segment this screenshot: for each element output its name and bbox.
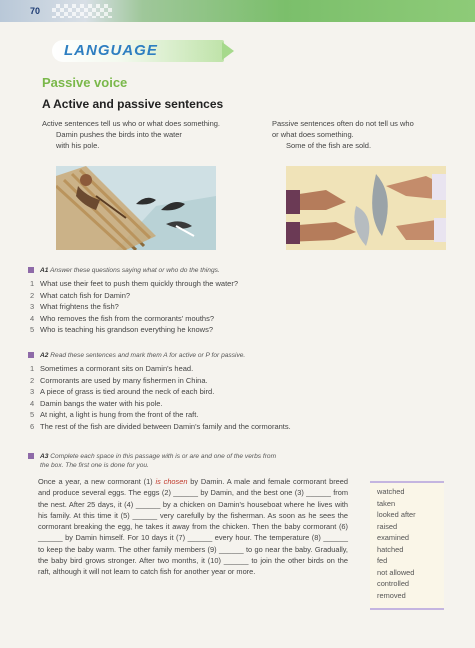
- example-answer: is chosen: [155, 477, 188, 486]
- list-item: [28, 421, 448, 433]
- word-option: removed: [377, 590, 406, 600]
- item-number: 2: [30, 375, 35, 385]
- list-item: [28, 301, 448, 313]
- passage-text: by Damin. A male and female cormorant breed and produce several eggs. The eggs (2) ______ by Damin, and the best one (3) ______ from the nest. After 25 days, it (4) ______ by a chicken on Damin's houseboat where he lives with his family. At this time it (5) ______ very carefully by the fisherman. As soon as he sees the cormorant breaking the egg, he takes it away from the chicken. Then the baby cormorant (6) ______ by Damin himself. For 10 days it (7) ______ every hour. The temperature (8) ______ to keep the baby warm. The other family members (9) ______ to go near the baby. Gradually, the baby bird grows stronger. After two months, it (10) ______ to join the other birds on the raft, although it will not learn to catch fish for another year or more.: [38, 477, 348, 577]
- list-item: [28, 363, 448, 375]
- exercise-a1-instruction: [28, 266, 448, 275]
- item-text: The rest of the fish are divided between Damin's family and the cormorants.: [40, 421, 291, 431]
- checker-decoration: [52, 4, 112, 18]
- list-item: [28, 313, 448, 325]
- exercise-a3-instruction-cont: the box. The first one is done for you.: [40, 462, 149, 469]
- item-number: 4: [30, 398, 35, 408]
- section-tag: [52, 40, 224, 62]
- item-number: 5: [30, 325, 35, 334]
- list-item: [28, 278, 448, 290]
- word-option: hatched: [377, 544, 404, 554]
- item-text: A piece of grass is tied around the neck of each bird.: [40, 387, 215, 396]
- fill-in-passage: [38, 476, 348, 578]
- word-option: controlled: [377, 579, 410, 588]
- instruction-text: Answer these questions saying what or who do the things.: [50, 267, 220, 274]
- list-item: [28, 409, 448, 421]
- item-text: Who removes the fish from the cormorants' mouths?: [40, 313, 214, 323]
- exercise-a3: [28, 452, 448, 470]
- item-number: 1: [30, 279, 35, 288]
- item-number: 1: [30, 364, 35, 373]
- intro-left-line: with his pole.: [56, 141, 100, 150]
- item-text: Who is teaching his grandson everything he knows?: [40, 325, 214, 334]
- exercise-a2: [28, 351, 448, 432]
- raft-illustration: [56, 166, 216, 250]
- word-option: raised: [377, 521, 398, 531]
- item-text: What catch fish for Damin?: [40, 290, 131, 300]
- purple-square-icon: [28, 352, 34, 358]
- page-number: 70: [30, 6, 41, 16]
- pencil-tip-icon: [222, 42, 234, 60]
- sentence-list: [28, 363, 448, 432]
- section-heading: A Active and passive sentences: [42, 97, 224, 111]
- list-item: [28, 290, 448, 302]
- item-text: At night, a light is hung from the front of the raft.: [40, 410, 199, 419]
- topic-heading: Passive voice: [42, 75, 128, 90]
- word-option: watched: [377, 487, 405, 496]
- question-list: [28, 278, 448, 336]
- item-number: 3: [30, 302, 35, 311]
- exercise-label: A3: [40, 453, 49, 460]
- list-item: [28, 398, 448, 410]
- intro-left-line: Damin pushes the birds into the water: [56, 130, 182, 139]
- item-text: What frightens the fish?: [40, 302, 119, 311]
- list-item: [28, 375, 448, 387]
- item-number: 5: [30, 410, 35, 419]
- exercise-label: A1: [40, 267, 49, 274]
- item-number: 2: [30, 290, 35, 300]
- list-item: [28, 386, 448, 398]
- intro-right-line: or what does something.: [272, 130, 354, 139]
- word-option: taken: [377, 498, 396, 508]
- instruction-text: Complete each space in this passage with is or are and one of the verbs from: [50, 453, 277, 460]
- intro-right: [272, 118, 414, 151]
- exercise-a2-instruction: [28, 351, 448, 360]
- exercise-a1: [28, 266, 448, 336]
- word-option: looked after: [377, 510, 416, 519]
- word-option: not allowed: [377, 567, 415, 577]
- fish-hands-illustration: [286, 166, 446, 250]
- item-text: Damin bangs the water with his pole.: [40, 398, 163, 408]
- exercise-a3-instruction: [28, 452, 448, 461]
- item-text: What use their feet to push them quickly through the water?: [40, 279, 239, 288]
- item-number: 3: [30, 387, 35, 396]
- instruction-text: Read these sentences and mark them A for active or P for passive.: [50, 352, 246, 359]
- word-box: [370, 481, 444, 610]
- word-option: fed: [377, 556, 388, 565]
- list-item: [28, 324, 448, 336]
- passage-text: Once a year, a new cormorant (1): [38, 477, 156, 486]
- exercise-label: A2: [40, 352, 49, 359]
- word-option: examined: [377, 533, 410, 542]
- intro-right-line: Passive sentences often do not tell us who: [272, 119, 414, 128]
- item-text: Sometimes a cormorant sits on Damin's head.: [40, 364, 194, 373]
- item-number: 6: [30, 421, 35, 431]
- purple-square-icon: [28, 453, 34, 459]
- purple-square-icon: [28, 267, 34, 273]
- item-number: 4: [30, 313, 35, 323]
- item-text: Cormorants are used by many fishermen in China.: [40, 375, 208, 385]
- intro-right-line: Some of the fish are sold.: [286, 141, 372, 150]
- intro-left: [42, 118, 220, 151]
- intro-left-line: Active sentences tell us who or what does something.: [42, 119, 221, 128]
- section-tag-label: LANGUAGE: [64, 42, 158, 59]
